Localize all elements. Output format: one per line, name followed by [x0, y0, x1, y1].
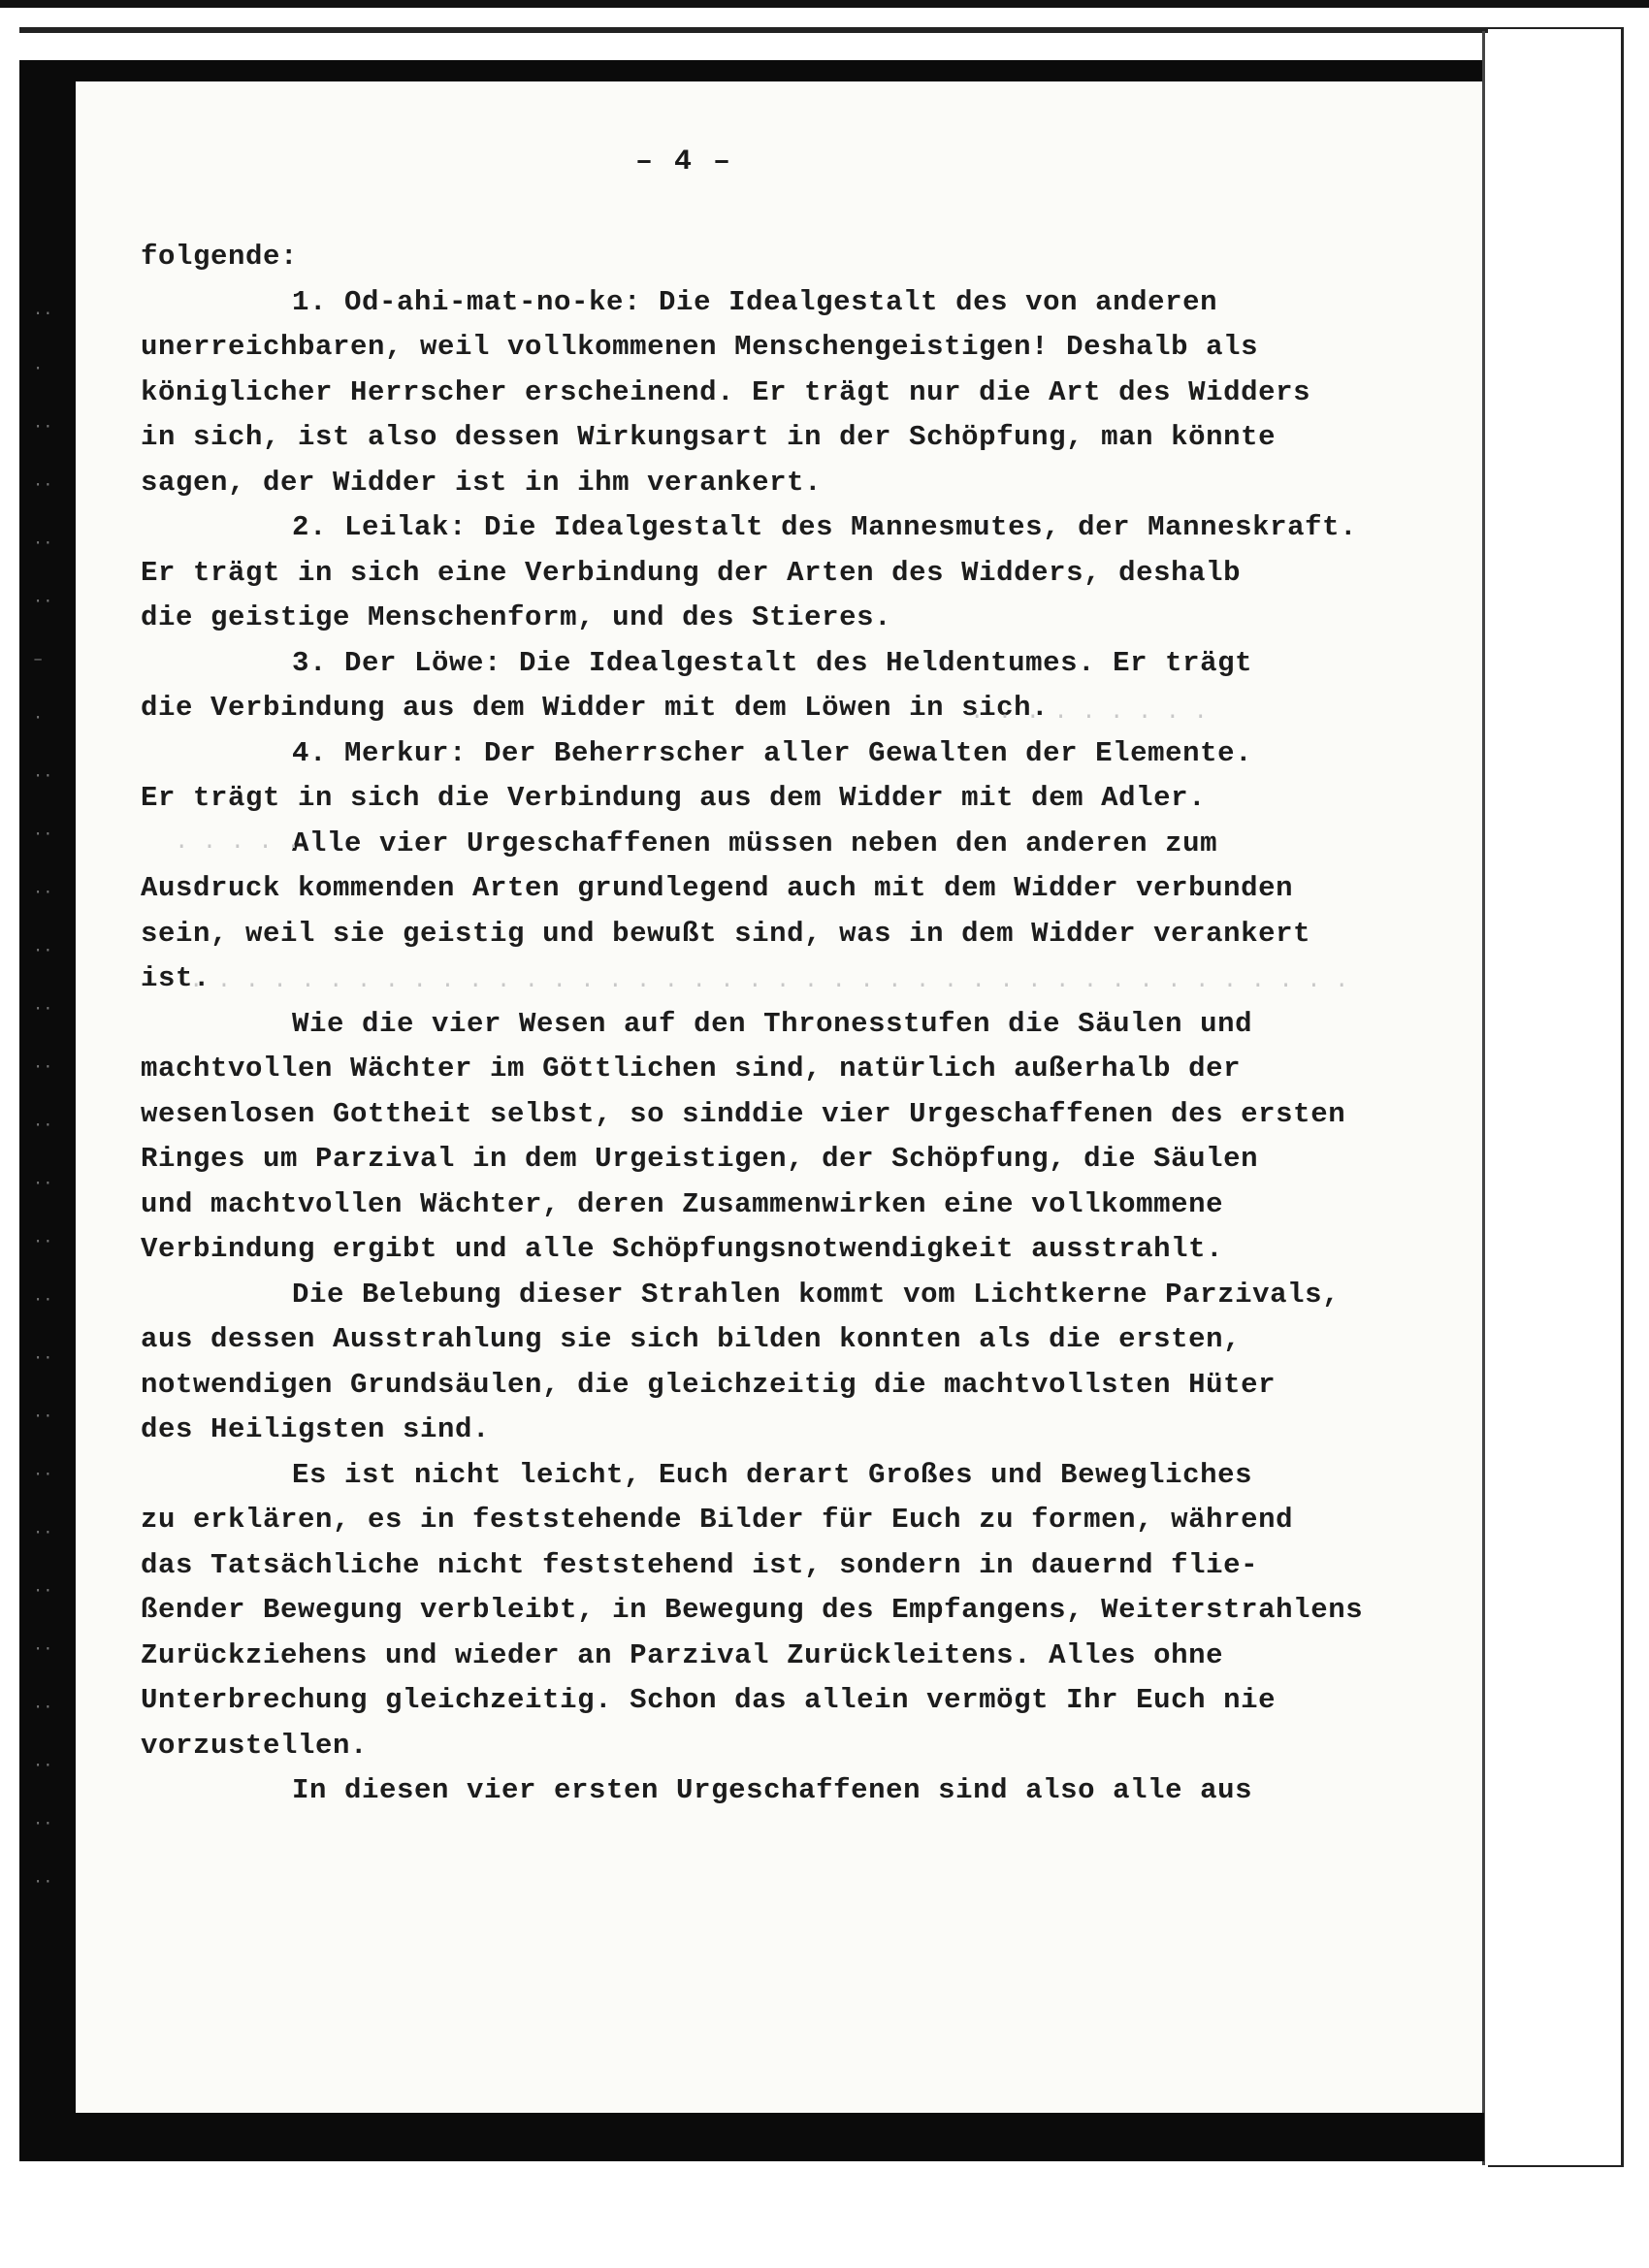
- text-line: folgende:: [141, 241, 299, 273]
- margin-mark: ··: [33, 1524, 53, 1542]
- text-line: Ringes um Parzival in dem Urgeistigen, der Schöpfung, die Säulen: [141, 1143, 1259, 1175]
- text-line: Wie die vier Wesen auf den Thronesstufen die Säulen und: [292, 1007, 1253, 1040]
- margin-mark: ··: [33, 1699, 53, 1717]
- faint-bleed-through: · · · · · · · · · · · · · · · · · · · · · · · · · · · · · · · · · · · · · · · · · ·: [189, 973, 1349, 999]
- text-line: sein, weil sie geistig und bewußt sind, was in dem Widder verankert: [141, 917, 1311, 950]
- text-line: zu erklären, es in feststehende Bilder für Euch zu formen, während: [141, 1504, 1294, 1536]
- text-line: Er trägt in sich eine Verbindung der Arten des Widders, deshalb: [141, 556, 1242, 589]
- text-line: machtvollen Wächter im Göttlichen sind, natürlich außerhalb der: [141, 1053, 1242, 1085]
- margin-mark: ··: [33, 1175, 53, 1193]
- text-line: Es ist nicht leicht, Euch derart Großes und Bewegliches: [292, 1458, 1253, 1491]
- text-line: und machtvollen Wächter, deren Zusammenwirken eine vollkommene: [141, 1187, 1224, 1220]
- margin-mark: ··: [33, 1582, 53, 1601]
- text-line: ist.: [141, 962, 211, 994]
- binder-frame-top: [19, 60, 1484, 81]
- margin-mark: ··: [33, 1815, 53, 1833]
- margin-marks: [19, 303, 76, 1952]
- outer-frame-right: [1488, 27, 1624, 2167]
- text-line: Alle vier Urgeschaffenen müssen neben den anderen zum: [292, 826, 1218, 859]
- binder-frame-bottom: [19, 2113, 1484, 2161]
- margin-mark: ··: [33, 476, 53, 495]
- margin-mark: ··: [33, 826, 53, 844]
- margin-mark: ··: [33, 1640, 53, 1659]
- margin-mark: ··: [33, 1873, 53, 1892]
- margin-mark: ··: [33, 884, 53, 902]
- margin-mark: ··: [33, 1408, 53, 1426]
- text-line: In diesen vier ersten Urgeschaffenen sind also alle aus: [292, 1774, 1253, 1806]
- text-line: Die Belebung dieser Strahlen kommt vom Lichtkerne Parzivals,: [292, 1278, 1341, 1311]
- text-line: aus dessen Ausstrahlung sie sich bilden konnten als die ersten,: [141, 1323, 1242, 1355]
- margin-mark: ··: [33, 942, 53, 960]
- text-line: die geistige Menschenform, und des Stieres.: [141, 601, 892, 633]
- binder-frame-right: [1482, 31, 1485, 2165]
- text-line: vorzustellen.: [141, 1729, 369, 1762]
- faint-bleed-through: · · · · ·: [175, 834, 301, 860]
- margin-mark: ··: [33, 1757, 53, 1775]
- binder-frame-left: [19, 60, 76, 2159]
- margin-mark: ..: [33, 302, 53, 320]
- margin-mark: ·: [33, 360, 44, 378]
- margin-mark: –: [33, 651, 44, 669]
- text-line: Unterbrechung gleichzeitig. Schon das allein vermögt Ihr Euch nie: [141, 1684, 1277, 1716]
- text-line: ßender Bewegung verbleibt, in Bewegung des Empfangens, Weiterstrahlens: [141, 1594, 1364, 1626]
- text-line: notwendigen Grundsäulen, die gleichzeitig die machtvollsten Hüter: [141, 1368, 1277, 1401]
- text-line: in sich, ist also dessen Wirkungsart in der Schöpfung, man könnte: [141, 421, 1277, 453]
- margin-mark: ·: [33, 709, 44, 728]
- text-line: unerreichbaren, weil vollkommenen Menschengeistigen! Deshalb als: [141, 331, 1259, 363]
- text-line: 3. Der Löwe: Die Idealgestalt des Heldentumes. Er trägt: [292, 646, 1253, 679]
- margin-mark: ··: [33, 593, 53, 611]
- text-line: 1. Od-ahi-mat-no-ke: Die Idealgestalt des von anderen: [292, 285, 1218, 318]
- margin-mark: ··: [33, 1000, 53, 1019]
- margin-mark: ··: [33, 1233, 53, 1251]
- margin-mark: ··: [33, 1291, 53, 1310]
- text-line: 2. Leilak: Die Idealgestalt des Mannesmutes, der Manneskraft.: [292, 511, 1358, 543]
- margin-mark: ··: [33, 418, 53, 437]
- margin-mark: ··: [33, 1058, 53, 1077]
- text-line: sagen, der Widder ist in ihm verankert.: [141, 466, 823, 499]
- text-line: wesenlosen Gottheit selbst, so sinddie vier Urgeschaffenen des ersten: [141, 1097, 1346, 1130]
- faint-bleed-through: · · · · · · · · ·: [970, 704, 1208, 730]
- outer-frame-top: [19, 27, 1494, 33]
- margin-mark: ··: [33, 1117, 53, 1135]
- margin-mark: ··: [33, 767, 53, 786]
- margin-mark: ··: [33, 1466, 53, 1484]
- text-line: Verbindung ergibt und alle Schöpfungsnotwendigkeit ausstrahlt.: [141, 1233, 1224, 1265]
- margin-mark: ··: [33, 535, 53, 553]
- text-line: königlicher Herrscher erscheinend. Er trägt nur die Art des Widders: [141, 375, 1311, 408]
- typewritten-text-body: [141, 235, 1460, 1814]
- text-line: Zurückziehens und wieder an Parzival Zurückleitens. Alles ohne: [141, 1638, 1224, 1671]
- text-line: des Heiligsten sind.: [141, 1413, 491, 1445]
- scan-edge-top: [0, 0, 1649, 8]
- text-line: Er trägt in sich die Verbindung aus dem Widder mit dem Adler.: [141, 782, 1207, 814]
- page-number: – 4 –: [635, 146, 733, 178]
- text-line: das Tatsächliche nicht feststehend ist, sondern in dauernd flie-: [141, 1548, 1259, 1581]
- text-line: die Verbindung aus dem Widder mit dem Löwen in sich.: [141, 692, 1050, 724]
- margin-mark: ··: [33, 1349, 53, 1368]
- text-line: Ausdruck kommenden Arten grundlegend auch mit dem Widder verbunden: [141, 872, 1294, 904]
- text-line: 4. Merkur: Der Beherrscher aller Gewalten der Elemente.: [292, 736, 1253, 769]
